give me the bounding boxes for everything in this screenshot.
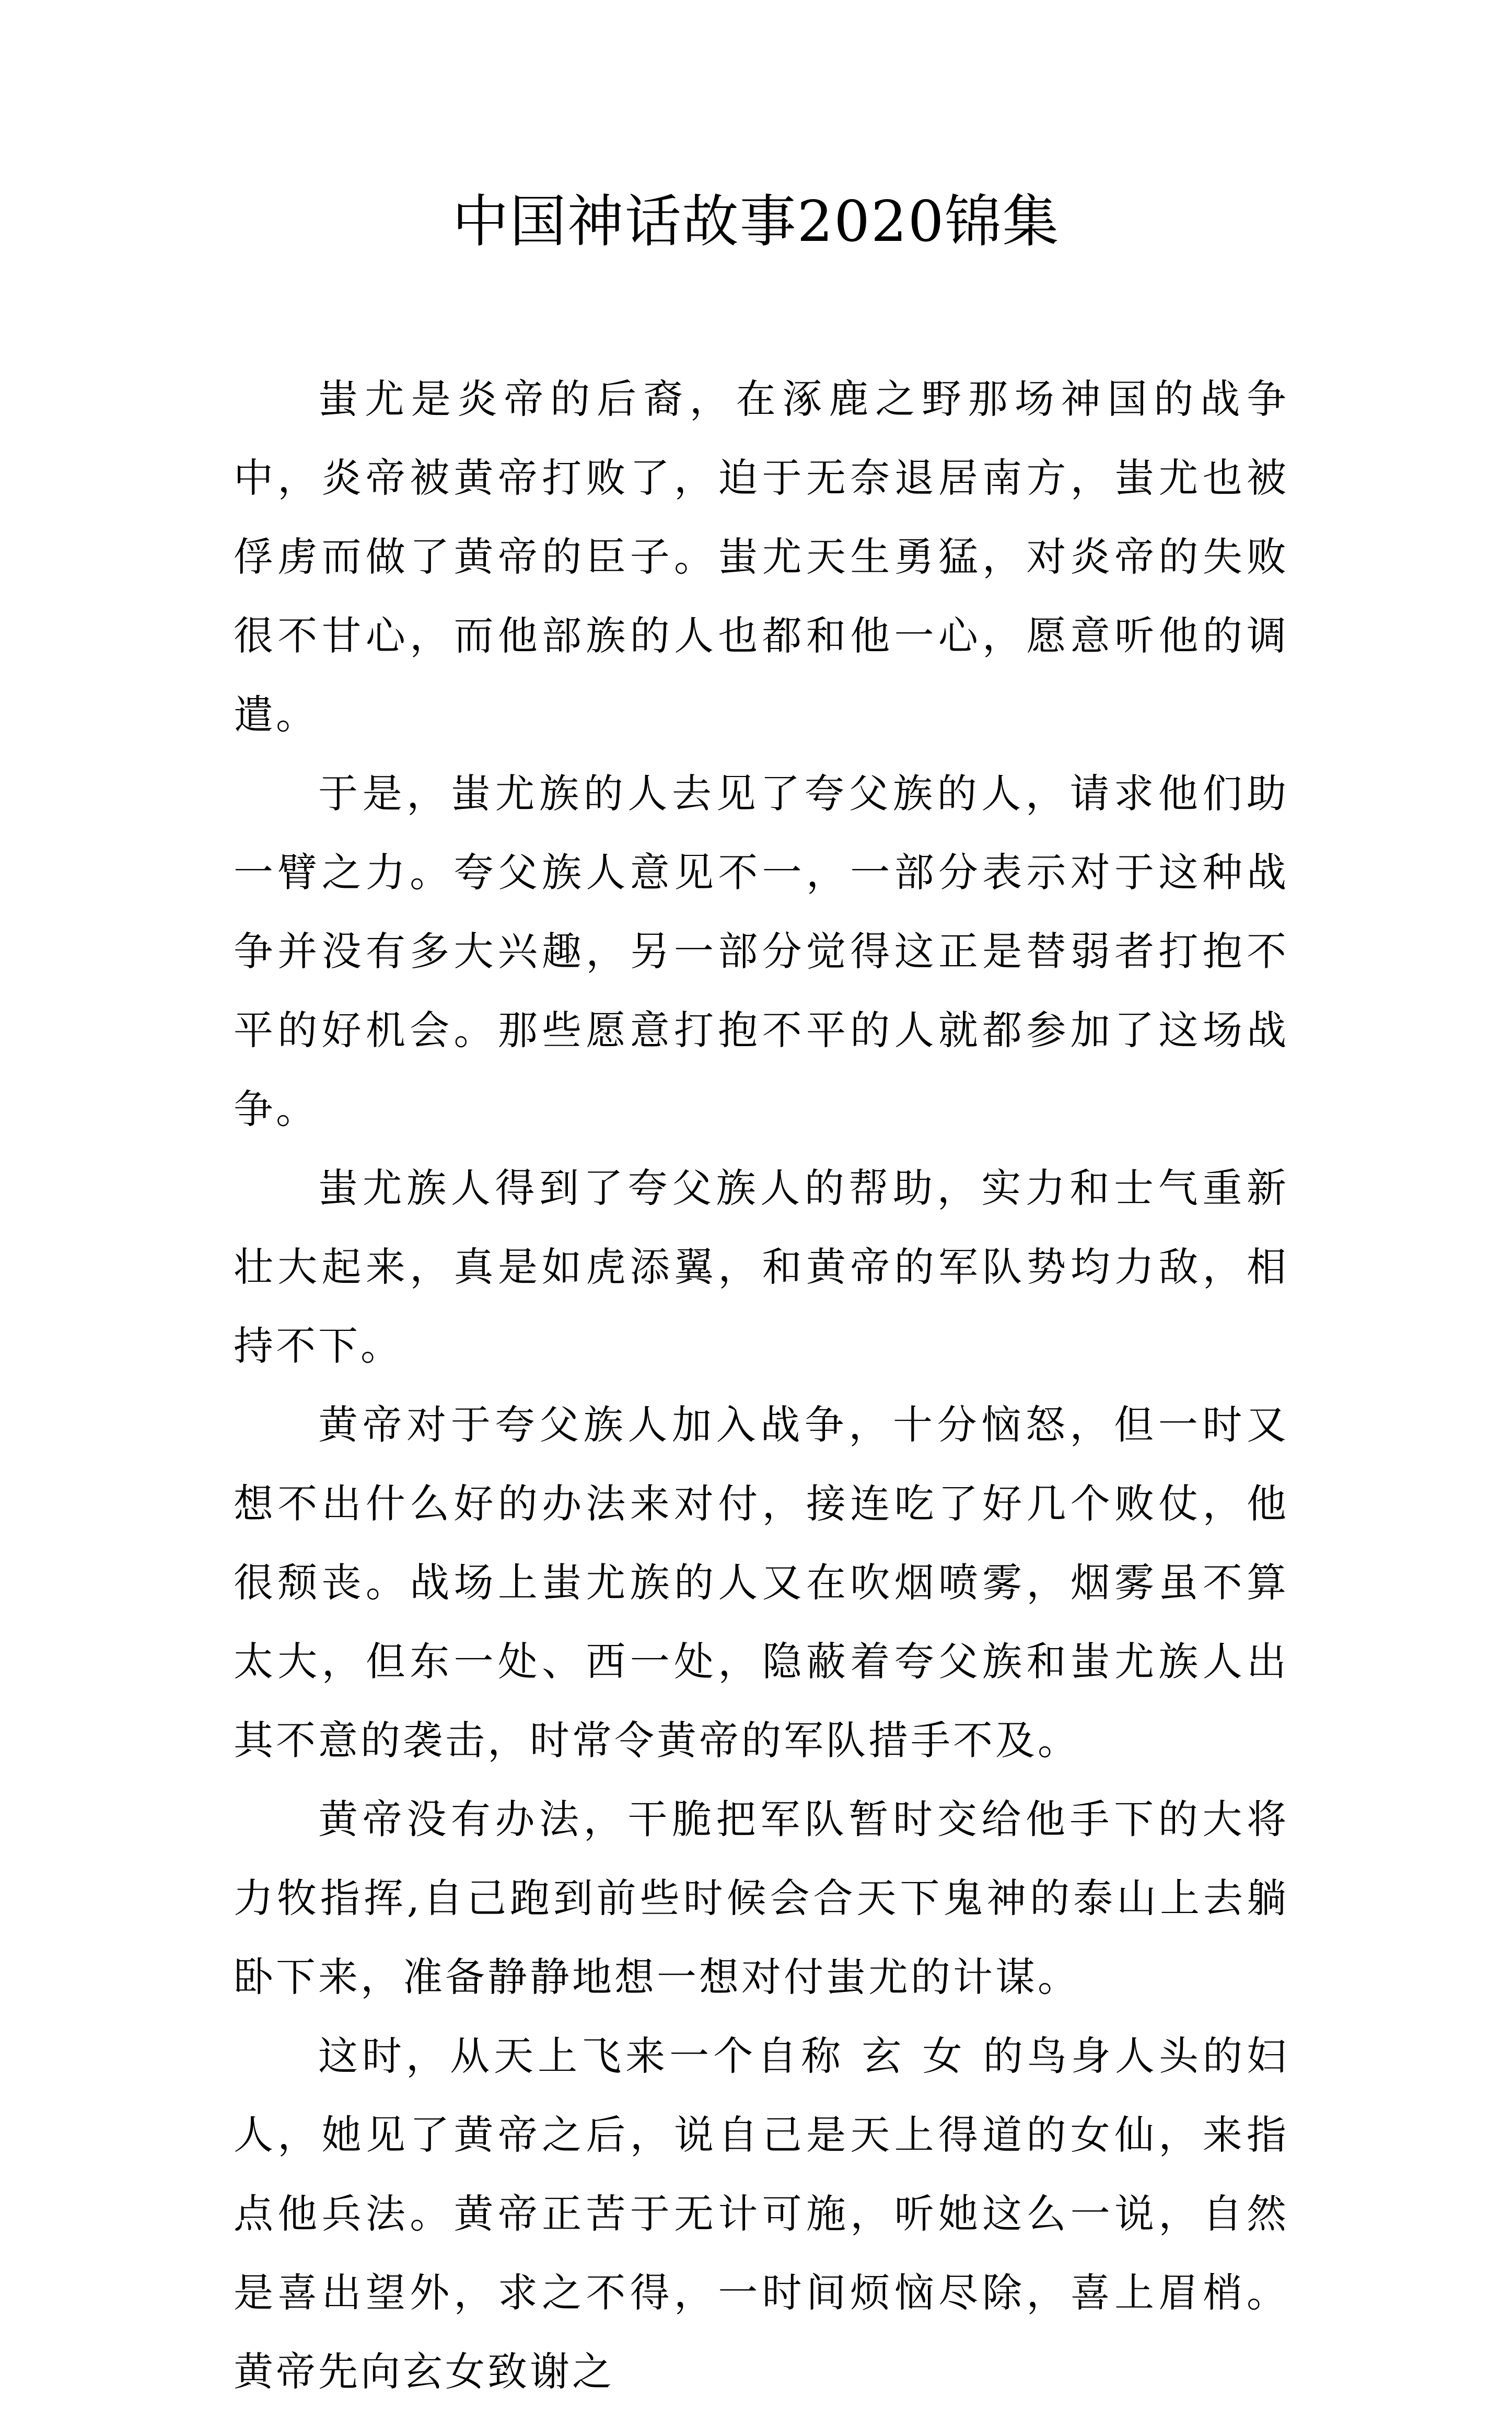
paragraph: 黄帝对于夸父族人加入战争，十分恼怒，但一时又想不出什么好的办法来对付，接连吃了好几个败仗，他很颓丧。战场上蚩尤族的人又在吹烟喷雾，烟雾虽不算太大，但东一处、西一处，隐蔽着夸父族和蚩尤族人出其不意的袭击，时常令黄帝的军队措手不及。	[234, 1401, 1289, 1764]
paragraph: 黄帝没有办法，干脆把军队暂时交给他手下的大将力牧指挥,自己跑到前些时候会合天下鬼神的泰山上去躺卧下来，准备静静地想一想对付蚩尤的计谋。	[234, 1796, 1289, 2000]
paragraph: 于是，蚩尤族的人去见了夸父族的人，请求他们助一臂之力。夸父族人意见不一，一部分表示对于这种战争并没有多大兴趣，另一部分觉得这正是替弱者打抱不平的好机会。那些愿意打抱不平的人就都参加了这场战争。	[234, 770, 1289, 1132]
paragraph: 蚩尤族人得到了夸父族人的帮助，实力和士气重新壮大起来，真是如虎添翼，和黄帝的军队势均力敌，相持不下。	[234, 1165, 1289, 1369]
document-title: 中国神话故事2020锦集	[452, 189, 1060, 254]
document-body	[234, 360, 1289, 2411]
paragraph: 这时，从天上飞来一个自称 玄 女 的鸟身人头的妇人，她见了黄帝之后，说自己是天上得道的女仙，来指点他兵法。黄帝正苦于无计可施，听她这么一说，自然是喜出望外，求之不得，一时间烦恼尽除，喜上眉梢。黄帝先向玄女致谢之	[234, 2033, 1289, 2395]
paragraph: 蚩尤是炎帝的后裔，在涿鹿之野那场神国的战争中，炎帝被黄帝打败了，迫于无奈退居南方，蚩尤也被俘虏而做了黄帝的臣子。蚩尤天生勇猛，对炎帝的失败很不甘心，而他部族的人也都和他一心，愿意听他的调遣。	[234, 376, 1289, 738]
